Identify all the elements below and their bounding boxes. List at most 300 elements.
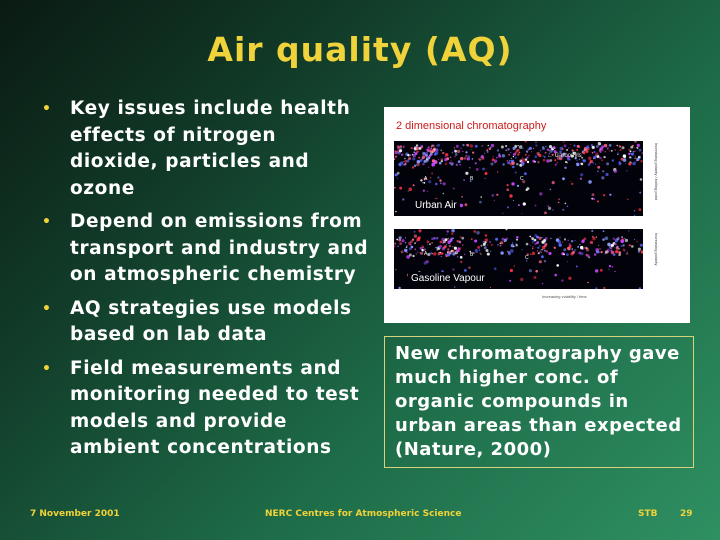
chromatogram-spot (581, 163, 584, 166)
chromatogram-spot (572, 251, 575, 254)
chromatogram-spot (614, 271, 615, 272)
chromatogram-spot (401, 239, 404, 242)
chromatogram-spot (628, 163, 631, 166)
chromatogram-spot (558, 240, 561, 243)
chromatogram-spot (515, 157, 517, 159)
chromatogram-spot (539, 192, 542, 195)
chromatogram-spot (413, 151, 415, 153)
chromatogram-spot (476, 168, 479, 171)
chromatogram-spot (610, 249, 612, 251)
chromatogram-spot (538, 154, 541, 157)
chromatogram-spot (481, 157, 484, 160)
chromatogram-spot (531, 151, 532, 152)
chromatogram-spot (605, 151, 606, 152)
chromatogram-spot (432, 253, 433, 254)
chromatogram-spot (447, 248, 449, 250)
chromatogram-spot (436, 150, 437, 151)
chromatogram-spot (395, 151, 398, 154)
chromatogram-spot (585, 150, 588, 153)
chromatogram-spot (395, 156, 397, 158)
chromatogram-spot (544, 250, 546, 252)
chromatogram-spot (513, 200, 514, 201)
chromatogram-spot (494, 200, 495, 201)
chromatogram-spot (485, 234, 487, 236)
chromatogram-spot (513, 156, 514, 157)
chromatogram-spot (593, 198, 595, 200)
chromatogram-spot (533, 148, 534, 149)
chromatogram-spot (442, 152, 444, 154)
chromatogram-spot (609, 265, 611, 267)
chromatogram-spot (510, 249, 514, 253)
chromatogram-spot (557, 162, 559, 164)
chromatogram-spot (522, 158, 525, 161)
urban-air-plot (394, 141, 643, 216)
chromatogram-spot (599, 157, 602, 160)
chromatogram-spot (639, 208, 642, 211)
chromatogram-spot (518, 204, 520, 206)
chromatogram-spot (502, 163, 504, 165)
chromatogram-spot (494, 160, 497, 163)
chromatogram-spot (475, 145, 478, 148)
chromatogram-spot (445, 238, 448, 241)
chromatogram-spot (452, 152, 454, 154)
chromatogram-spot (465, 203, 468, 206)
chromatogram-spot (544, 244, 547, 247)
gasoline-vapour-label: Gasoline Vapour (408, 272, 488, 285)
chromatogram-spot (472, 158, 474, 160)
chromatography-figure (384, 107, 690, 323)
chromatogram-spot (580, 178, 582, 180)
chromatogram-spot (462, 151, 463, 152)
chromatogram-spot (401, 250, 404, 253)
chromatogram-spot (409, 188, 413, 192)
chromatogram-spot (534, 276, 537, 279)
chromatogram-spot (559, 237, 561, 239)
chromatogram-spot (444, 158, 447, 161)
chromatogram-spot (466, 144, 469, 147)
chromatogram-spot (554, 247, 556, 249)
chromatogram-spot (499, 243, 500, 244)
chromatogram-spot (595, 269, 598, 272)
chromatogram-spot (417, 252, 418, 253)
chromatogram-spot (607, 148, 609, 150)
chromatogram-spot (623, 158, 627, 162)
callout-box: New chromatography gave much higher conc. of organic compounds in urban areas than expected (Nature, 2000) (384, 336, 694, 468)
chromatogram-spot (558, 202, 560, 204)
chromatogram-spot (567, 261, 568, 262)
chromatogram-spot (597, 200, 599, 202)
chromatogram-spot (431, 145, 433, 147)
chromatogram-spot (394, 245, 395, 246)
chromatogram-spot (545, 146, 546, 147)
chromatogram-spot (471, 238, 473, 240)
chromatogram-spot (441, 256, 442, 257)
chromatogram-spot (431, 242, 433, 244)
chromatogram-spot (602, 238, 605, 241)
chromatogram-spot (541, 270, 542, 271)
chromatogram-spot (482, 168, 485, 171)
chromatogram-spot (636, 160, 638, 162)
chromatogram-spot (579, 146, 581, 148)
chromatogram-spot (584, 238, 587, 241)
chromatogram-spot (515, 171, 517, 173)
chromatogram-spot (455, 153, 458, 156)
chromatogram-spot (571, 240, 573, 242)
chromatogram-spot (561, 279, 563, 281)
chromatogram-spot (451, 229, 455, 232)
chromatogram-spot (552, 181, 555, 184)
chromatogram-spot (642, 152, 644, 154)
chromatogram-spot (588, 157, 591, 160)
chromatogram-spot (570, 144, 571, 145)
chromatogram-spot (445, 254, 446, 255)
chromatogram-spot (637, 144, 640, 147)
chromatogram-spot (439, 245, 442, 248)
bullet-text: Field measurements and monitoring needed to test models and provide ambient concentrations (70, 357, 360, 458)
chromatogram-spot (621, 236, 623, 238)
chromatogram-spot (526, 187, 529, 190)
chromatogram-spot (588, 256, 590, 258)
chromatogram-spot (554, 274, 557, 277)
chromatogram-spot (521, 161, 525, 165)
chromatogram-spot (606, 162, 609, 165)
chromatogram-spot (401, 154, 403, 156)
chromatogram-spot (506, 229, 508, 230)
chromatogram-spot (634, 158, 635, 159)
chromatogram-spot (490, 251, 491, 252)
chromatogram-spot (451, 239, 452, 240)
chromatogram-spot (562, 177, 565, 180)
chromatogram-spot (534, 243, 536, 245)
chromatogram-spot (511, 158, 512, 159)
chromatogram-spot (577, 246, 579, 248)
chromatogram-spot (422, 152, 425, 155)
chromatogram-spot (404, 249, 405, 250)
chromatogram-spot (476, 231, 480, 235)
chromatogram-spot (394, 154, 395, 155)
chromatogram-spot (595, 164, 596, 165)
chromatogram-spot (448, 238, 449, 239)
chromatogram-spot (513, 265, 515, 267)
chromatogram-spot (491, 163, 494, 166)
chromatogram-spot (507, 161, 510, 164)
chromatogram-spot (507, 160, 509, 162)
chromatogram-spot (567, 205, 569, 207)
chromatogram-spot (394, 158, 395, 160)
chromatogram-spot (441, 158, 443, 160)
chromatogram-spot (634, 210, 636, 212)
chromatogram-spot (547, 148, 550, 151)
chromatogram-spot (550, 189, 552, 191)
chromatogram-spot (516, 236, 519, 239)
chromatogram-spot (470, 144, 474, 148)
chromatogram-spot (624, 238, 626, 240)
chromatogram-spot (530, 245, 531, 246)
chromatogram-spot (629, 156, 631, 158)
chromatogram-spot (636, 241, 637, 242)
chromatogram-spot (494, 267, 497, 270)
chromatogram-spot (634, 147, 635, 148)
chromatogram-spot (506, 189, 508, 191)
chromatogram-spot (451, 250, 454, 253)
chromatogram-spot (406, 252, 407, 253)
chromatogram-spot (451, 160, 452, 161)
chromatogram-spot (624, 157, 626, 159)
chromatogram-spot (486, 249, 489, 252)
chromatogram-spot (509, 160, 511, 162)
chromatogram-spot (548, 252, 551, 255)
chromatogram-spot (638, 248, 641, 251)
chromatogram-spot (580, 246, 583, 249)
chromatogram-spot (525, 141, 527, 143)
chromatogram-spot (452, 237, 454, 239)
chromatogram-spot (614, 247, 615, 248)
chromatogram-spot (395, 211, 397, 213)
chromatogram-spot (576, 149, 578, 151)
chromatogram-spot (619, 162, 622, 165)
chromatogram-spot (640, 178, 643, 181)
chromatogram-spot (568, 147, 569, 148)
chromatogram-spot (463, 179, 465, 181)
chromatogram-spot (411, 246, 414, 249)
chromatogram-spot (632, 162, 636, 166)
chromatogram-spot (603, 194, 605, 196)
chromatogram-spot (604, 144, 607, 147)
chromatogram-spot (634, 215, 636, 217)
chromatogram-spot (474, 240, 477, 243)
chromatogram-spot (605, 173, 608, 176)
chromatogram-spot (491, 244, 493, 246)
chromatogram-spot (427, 244, 428, 245)
peak-label-a: A (424, 176, 428, 182)
bullet-dot-icon: • (42, 101, 52, 117)
peak-label-c: C (525, 255, 529, 261)
chromatogram-spot (625, 239, 628, 242)
chromatogram-spot (603, 287, 606, 289)
chromatogram-spot (549, 145, 552, 148)
chromatogram-spot (601, 176, 604, 179)
bullet-item (40, 296, 370, 349)
chromatogram-spot (519, 152, 521, 154)
chromatogram-spot (601, 251, 603, 253)
chromatogram-spot (635, 151, 636, 152)
chromatogram-spot (638, 156, 640, 158)
chromatogram-spot (445, 163, 448, 166)
chromatogram-spot (580, 173, 583, 176)
chromatogram-spot (472, 152, 474, 154)
chromatogram-spot (571, 183, 573, 185)
chromatogram-spot (630, 146, 633, 149)
chromatogram-spot (483, 241, 485, 243)
bullet-list (40, 96, 370, 469)
chromatogram-spot (446, 234, 447, 235)
bullet-item (40, 96, 370, 202)
chromatogram-spot (591, 230, 593, 232)
chromatogram-spot (412, 148, 413, 149)
chromatogram-spot (640, 160, 642, 162)
chromatogram-spot (481, 145, 483, 147)
chromatogram-spot (567, 247, 570, 250)
chromatogram-spot (422, 156, 425, 159)
chromatogram-spot (439, 179, 441, 181)
chromatogram-spot (619, 146, 621, 148)
chromatogram-spot (593, 151, 595, 153)
chromatogram-spot (414, 242, 416, 244)
chromatogram-spot (526, 150, 528, 152)
chromatogram-spot (505, 150, 507, 152)
chromatogram-spot (438, 159, 439, 160)
chromatogram-spot (514, 145, 517, 148)
chromatogram-spot (447, 230, 449, 232)
chromatogram-spot (599, 163, 600, 164)
chromatogram-spot (449, 245, 452, 248)
chromatogram-spot (475, 162, 477, 164)
chromatogram-spot (574, 240, 576, 242)
chromatogram-spot (456, 145, 459, 148)
chromatogram-spot (509, 194, 512, 197)
chromatogram-spot (427, 191, 428, 192)
chromatogram-spot (459, 164, 460, 165)
chromatogram-spot (640, 244, 643, 247)
chromatogram-spot (454, 156, 455, 157)
chromatogram-spot (595, 153, 598, 156)
chromatogram-spot (511, 162, 514, 165)
chromatogram-spot (539, 252, 540, 253)
chromatogram-spot (469, 167, 471, 169)
chromatogram-spot (609, 144, 612, 147)
chromatogram-spot (487, 253, 490, 256)
chromatogram-spot (462, 144, 464, 146)
chromatogram-spot (394, 243, 396, 245)
chromatogram-spot (528, 149, 530, 151)
chromatogram-spot (490, 287, 491, 288)
chromatogram-spot (450, 157, 451, 158)
chromatogram-spot (461, 196, 463, 198)
chromatogram-spot (423, 190, 425, 192)
chromatogram-spot (505, 145, 507, 147)
chromatogram-spot (479, 201, 482, 204)
chromatogram-spot (410, 154, 412, 156)
chromatogram-spot (502, 213, 503, 214)
chromatogram-spot (614, 149, 616, 151)
chromatogram-spot (555, 164, 557, 166)
chromatogram-spot (532, 252, 535, 255)
chromatogram-spot (508, 252, 511, 255)
chromatogram-spot (562, 242, 563, 243)
chromatogram-spot (628, 153, 630, 155)
chromatogram-spot (496, 157, 498, 159)
chromatogram-spot (504, 239, 507, 242)
chromatogram-spot (428, 146, 430, 148)
chromatogram-spot (460, 256, 463, 259)
carbonyls-annotation: ← Carbonyls (547, 153, 582, 159)
chromatogram-spot (434, 149, 436, 151)
carbonyls-label: Carbonyls (554, 153, 582, 159)
chromatogram-spot (509, 280, 511, 282)
chromatogram-spot (458, 160, 461, 163)
chromatogram-spot (394, 187, 396, 189)
chromatogram-spot (449, 162, 451, 164)
chromatogram-spot (534, 155, 537, 158)
chromatogram-spot (598, 142, 601, 145)
chromatogram-spot (460, 157, 463, 160)
chromatogram-spot (454, 247, 457, 250)
chromatogram-spot (520, 159, 521, 160)
chromatogram-spot (511, 182, 514, 185)
chromatogram-spot (635, 156, 636, 157)
chromatogram-spot (443, 193, 445, 195)
chromatogram-spot (403, 146, 405, 148)
chromatogram-spot (608, 251, 609, 252)
bullet-item (40, 209, 370, 289)
chromatogram-spot (563, 248, 566, 251)
chromatogram-spot (634, 239, 635, 240)
chromatogram-spot (412, 239, 414, 241)
chromatogram-spot (564, 238, 566, 240)
chromatogram-spot (556, 264, 559, 267)
chromatogram-spot (508, 154, 510, 156)
chromatogram-spot (536, 242, 538, 244)
chromatogram-spot (478, 158, 479, 159)
chromatogram-spot (544, 212, 547, 215)
chromatogram-spot (453, 188, 455, 190)
chromatogram-spot (544, 260, 546, 262)
chromatogram-spot (581, 240, 584, 243)
chromatogram-spot (500, 251, 503, 254)
chromatogram-spot (511, 244, 514, 247)
chromatogram-spot (481, 254, 482, 255)
chromatogram-spot (535, 144, 537, 146)
chromatogram-spot (542, 283, 543, 284)
chromatogram-spot (422, 145, 423, 146)
chromatogram-spot (609, 150, 610, 151)
chromatogram-spot (437, 237, 438, 238)
chromatogram-spot (400, 161, 403, 164)
chromatogram-spot (537, 161, 539, 163)
chromatogram-spot (399, 149, 402, 152)
chromatogram-spot (528, 155, 530, 157)
chromatogram-spot (479, 249, 481, 251)
chromatogram-spot (620, 149, 622, 151)
chromatogram-spot (592, 193, 595, 196)
chromatogram-spot (428, 167, 429, 168)
chromatogram-spot (413, 184, 415, 186)
chromatogram-spot (433, 161, 436, 164)
figure-title: 2 dimensional chromatography (396, 120, 547, 132)
chromatogram-spot (397, 172, 400, 175)
chromatogram-spot (601, 159, 603, 161)
chromatogram-spot (497, 244, 499, 246)
chromatogram-spot (397, 145, 400, 148)
chromatogram-spot (400, 147, 402, 149)
chromatogram-spot (399, 236, 402, 239)
chromatogram-spot (534, 239, 536, 241)
chromatogram-spot (441, 242, 442, 243)
chromatogram-spot (446, 244, 447, 245)
bullet-text: Key issues include health effects of nitrogen dioxide, particles and ozone (70, 98, 351, 199)
chromatogram-spot (454, 286, 455, 287)
chromatogram-spot (617, 154, 618, 155)
chromatogram-spot (510, 269, 513, 272)
chromatogram-spot (550, 238, 551, 239)
chromatogram-spot (622, 146, 625, 149)
chromatogram-spot (439, 162, 442, 165)
chromatogram-spot (510, 152, 511, 153)
chromatogram-spot (429, 243, 431, 245)
chromatogram-spot (552, 146, 555, 149)
chromatogram-spot (486, 149, 488, 151)
chromatogram-spot (407, 154, 409, 156)
